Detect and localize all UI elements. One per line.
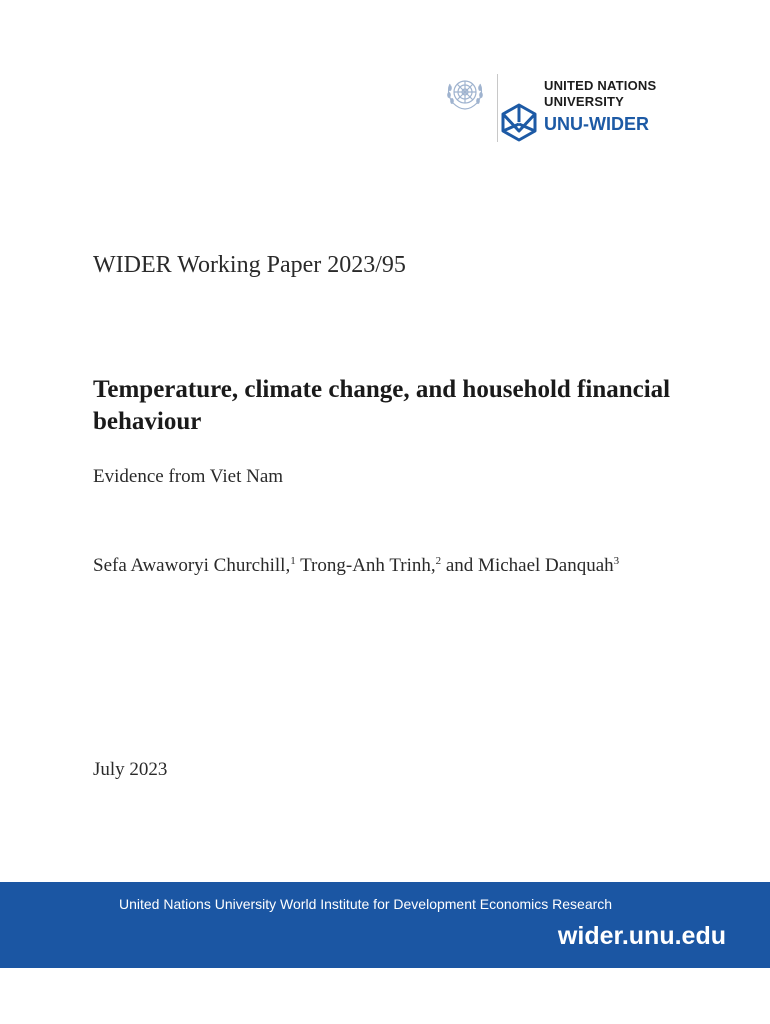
paper-series: WIDER Working Paper 2023/95 (93, 252, 406, 278)
affiliation-mark: 3 (613, 555, 620, 567)
affiliation-mark: 1 (290, 555, 296, 567)
publication-date: July 2023 (93, 759, 168, 780)
affiliation-mark: 2 (435, 555, 442, 567)
logo-divider (497, 74, 498, 142)
author-list (93, 553, 673, 578)
unu-wider-mark-icon (500, 102, 538, 142)
paper-title: Temperature, climate change, and household financial behaviour (93, 376, 671, 435)
institute-name: United Nations University World Institute for Development Economics Research (119, 896, 613, 912)
unu-wider-wordmark: UNU-WIDER (544, 114, 649, 134)
author-name: and Michael Danquah (441, 555, 614, 576)
author-name: Trong-Anh Trinh, (295, 555, 436, 576)
website-link[interactable]: wider.unu.edu (557, 922, 726, 950)
org-name-line2: UNIVERSITY (544, 94, 625, 109)
un-emblem-icon (444, 76, 486, 112)
unu-wider-logo (444, 74, 684, 144)
org-name-line1: UNITED NATIONS (544, 78, 657, 93)
author-name: Sefa Awaworyi Churchill, (93, 555, 291, 576)
paper-subtitle: Evidence from Viet Nam (93, 466, 284, 487)
footer-band (0, 882, 770, 968)
